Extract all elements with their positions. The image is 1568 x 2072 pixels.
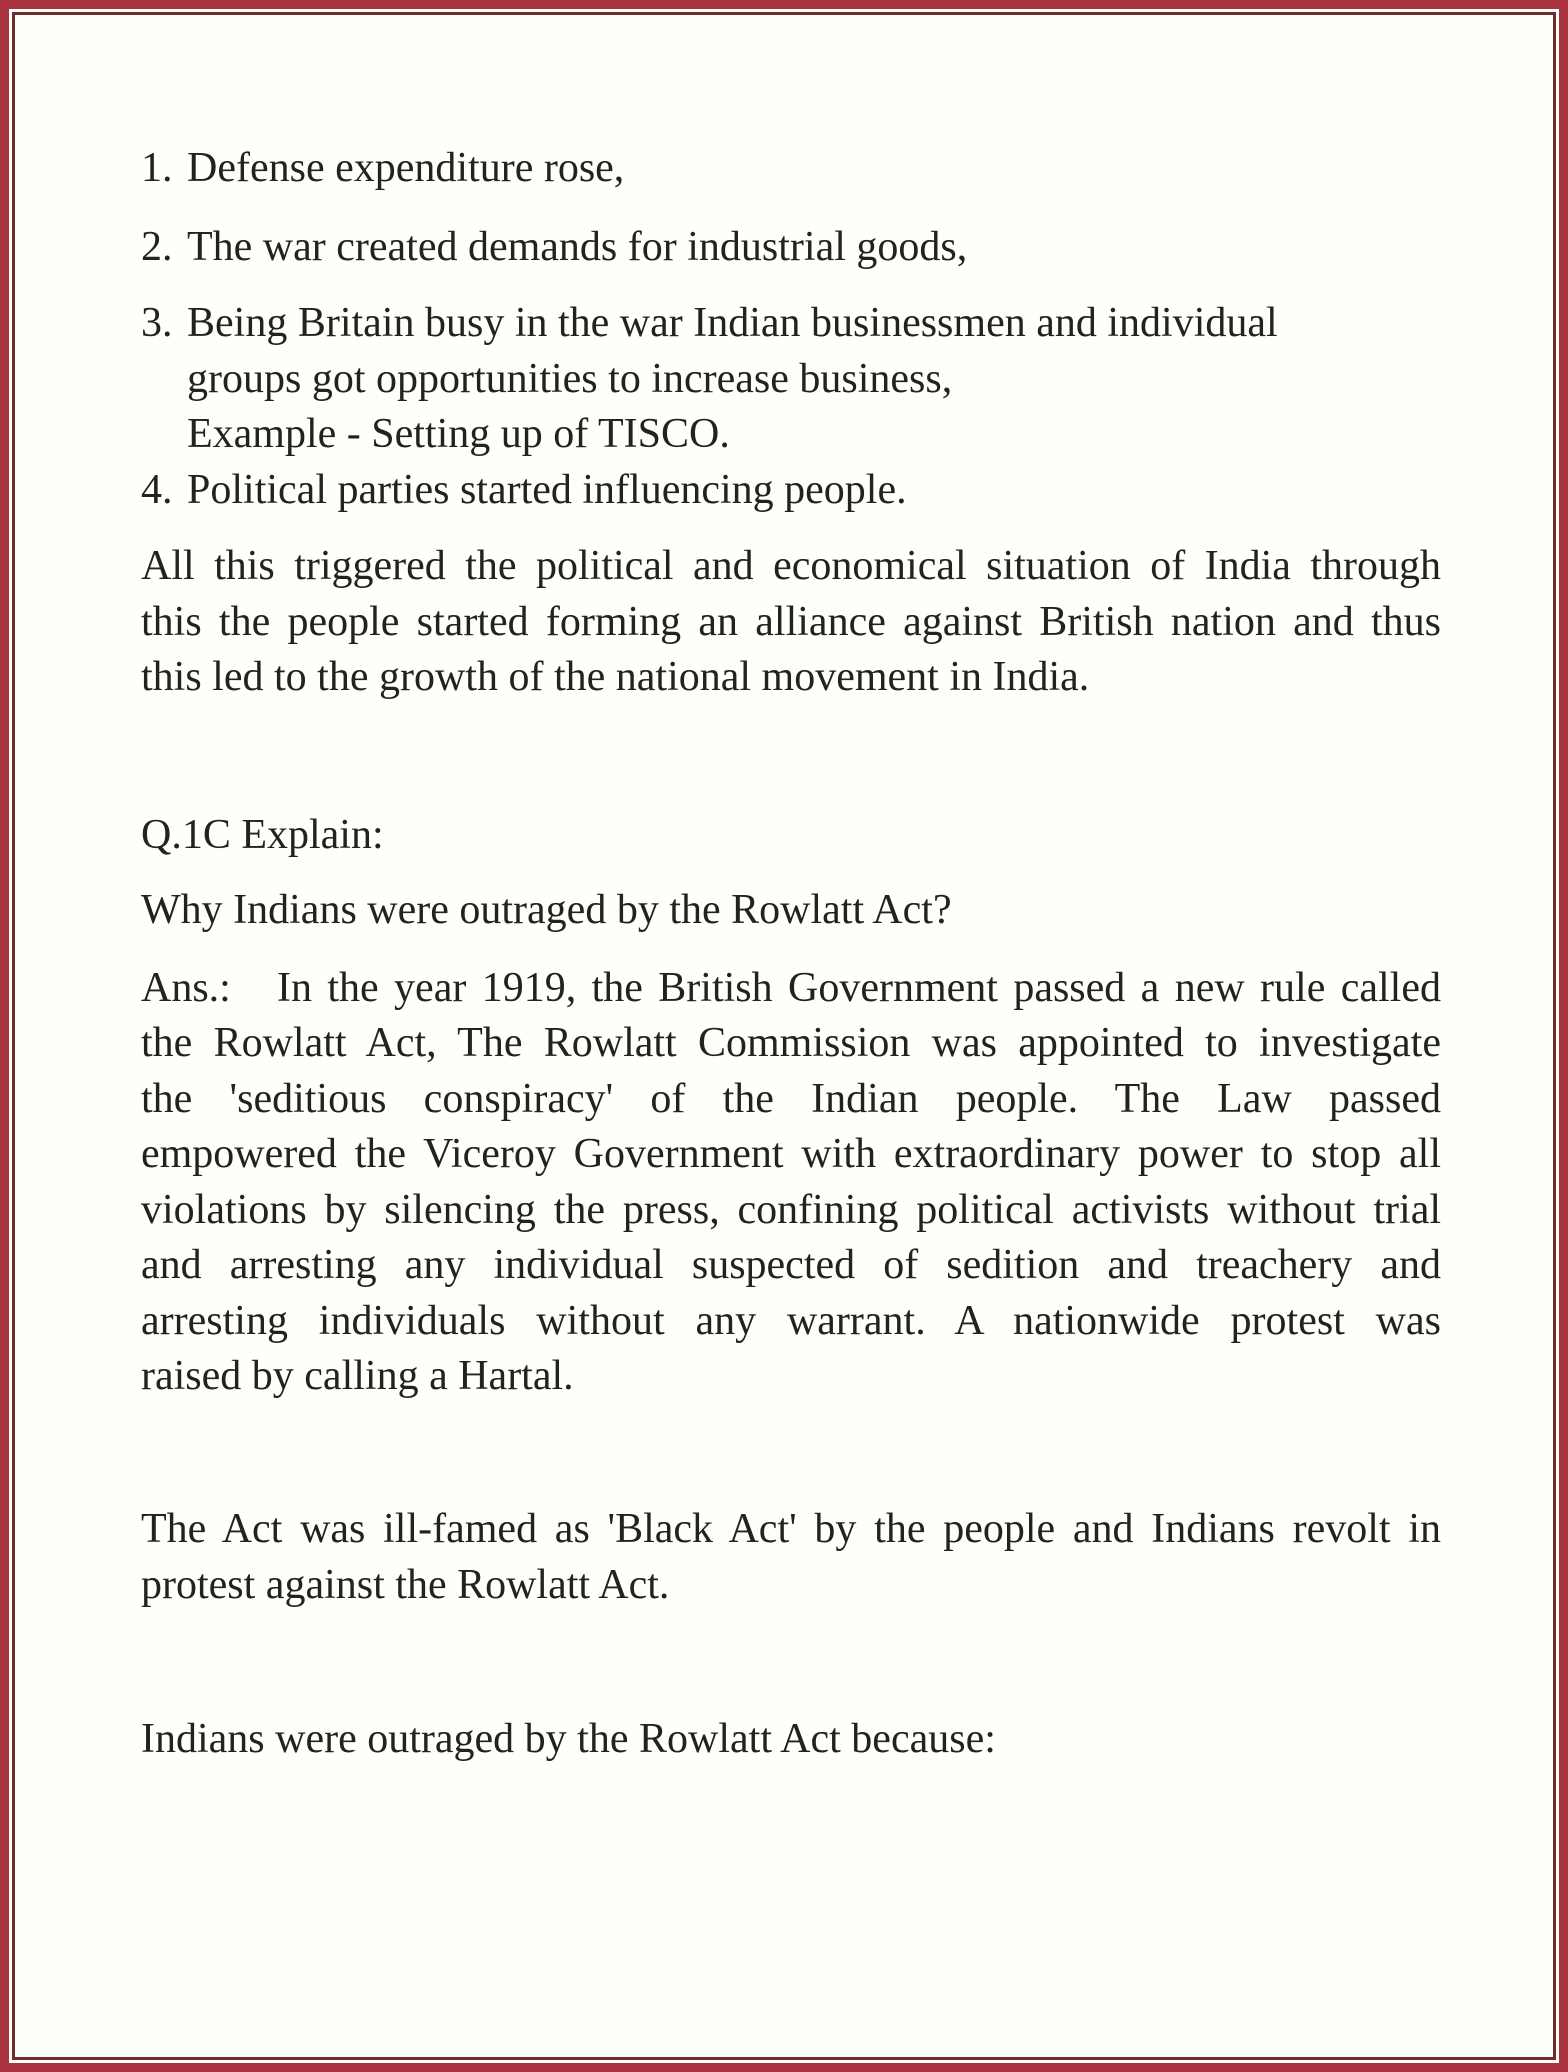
- answer-line: the Rowlatt Act, The Rowlatt Commission was appointed to investigate: [141, 1020, 1441, 1066]
- question-heading: Q.1C Explain:: [141, 812, 384, 858]
- summary-line: All this triggered the political and economical situation of India through: [141, 543, 1441, 589]
- black-act-line: protest against the Rowlatt Act.: [141, 1562, 670, 1608]
- list-number: 1.: [141, 145, 173, 191]
- list-text: Political parties started influencing people.: [187, 467, 907, 513]
- list-text: Defense expenditure rose,: [187, 145, 625, 191]
- list-item: [141, 222, 1441, 272]
- list-text: The war created demands for industrial goods,: [187, 224, 968, 270]
- closing-line: Indians were outraged by the Rowlatt Act because:: [141, 1716, 996, 1762]
- list-number: 4.: [141, 467, 173, 513]
- list-continuation: Example - Setting up of TISCO.: [187, 411, 730, 457]
- answer-line: violations by silencing the press, confining political activists without trial: [141, 1187, 1441, 1233]
- answer-line: and arresting any individual suspected of sedition and treachery and: [141, 1242, 1441, 1288]
- answer-line: empowered the Viceroy Government with extraordinary power to stop all: [141, 1131, 1441, 1177]
- list-continuation: groups got opportunities to increase business,: [187, 356, 953, 402]
- list-item: [141, 298, 1441, 348]
- answer-label: Ans.:: [141, 965, 231, 1011]
- summary-line: this led to the growth of the national movement in India.: [141, 654, 1090, 700]
- answer-text: In the year 1919, the British Government passed a new rule called: [277, 965, 1441, 1011]
- black-act-line: The Act was ill-famed as 'Black Act' by the people and Indians revolt in: [141, 1506, 1441, 1552]
- answer-first-line: [141, 963, 1441, 1013]
- list-item: [141, 143, 1441, 193]
- answer-line: raised by calling a Hartal.: [141, 1353, 574, 1399]
- page: [9, 9, 1559, 2063]
- answer-line: arresting individuals without any warrant. A nationwide protest was: [141, 1298, 1441, 1344]
- list-number: 2.: [141, 224, 173, 270]
- answer-line: the 'seditious conspiracy' of the Indian people. The Law passed: [141, 1076, 1441, 1122]
- list-item: [141, 465, 1441, 515]
- question: Why Indians were outraged by the Rowlatt Act?: [141, 887, 952, 933]
- summary-line: this the people started forming an alliance against British nation and thus: [141, 599, 1441, 645]
- list-text: Being Britain busy in the war Indian businessmen and individual: [187, 300, 1278, 346]
- list-number: 3.: [141, 300, 173, 346]
